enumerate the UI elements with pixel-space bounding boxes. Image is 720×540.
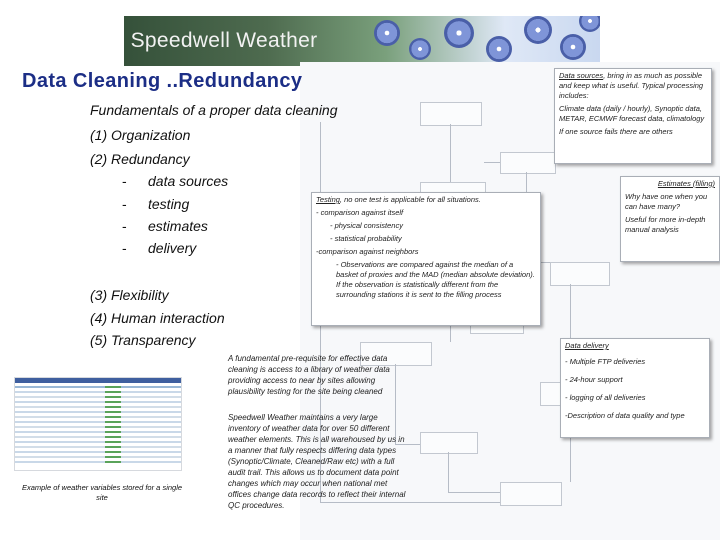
slide-title: Data Cleaning ..Redundancy: [22, 70, 303, 92]
callout-statistical: - statistical probability: [330, 234, 402, 243]
callout-fail: If one source fails there are others: [559, 127, 673, 136]
slide-subtitle: Fundamentals of a proper data cleaning: [90, 102, 338, 118]
paragraph-prerequisite: A fundamental pre-requisite for effective data cleaning is access to a library of weather data providing access to near by sites allowing plausibility testing for the site being cleaned: [228, 354, 390, 396]
header-banner: [124, 16, 600, 66]
callout-testing: [311, 192, 541, 326]
spreadsheet-thumbnail: [14, 377, 182, 471]
paragraph-inventory: Speedwell Weather maintains a very large inventory of weather data for over 50 different weather elements. This is all warehoused by us in a manner that fully respects differing data types (Synoptic/Climate, Cleaned/Raw etc) with a full audit trail. This allows us to document data point changes which may occur when national met offices change data records to reflect their internal QC procedures.: [228, 413, 406, 510]
flower-icon: [524, 16, 552, 44]
callout-itself: - comparison against itself: [316, 208, 404, 217]
callout-heading: Data sources: [559, 71, 604, 80]
bullet-dash: -: [122, 240, 127, 256]
callout-heading: Estimates (filling): [657, 179, 715, 188]
section-redundancy: (2) Redundancy: [90, 151, 190, 167]
callout-delivery: [560, 338, 710, 438]
callout-heading: Testing: [316, 195, 340, 204]
bullet-dash: -: [122, 218, 127, 234]
bullet-dash: -: [122, 173, 127, 189]
callout-estimates: [620, 176, 720, 262]
callout-heading: Data delivery: [565, 341, 609, 350]
item-testing: testing: [148, 196, 190, 212]
bullet-dash: -: [122, 196, 127, 212]
delivery-item: - 24-hour support: [565, 375, 623, 384]
callout-data-sources: [554, 68, 712, 164]
flower-icon: [560, 34, 586, 60]
callout-physical: - physical consistency: [330, 221, 403, 230]
item-estimates: estimates: [148, 218, 208, 234]
callout-neighbors: -comparison against neighbors: [316, 247, 419, 256]
section-organization: (1) Organization: [90, 127, 191, 143]
thumbnail-caption: Example of weather variables stored for a single site: [21, 483, 183, 502]
callout-text: , no one test is applicable for all situations.: [339, 195, 481, 204]
item-delivery: delivery: [148, 240, 197, 256]
flower-icon: [579, 16, 600, 32]
delivery-item: - logging of all deliveries: [565, 393, 646, 402]
delivery-item: -Description of data quality and type: [565, 411, 685, 420]
item-data-sources: data sources: [148, 173, 229, 189]
flower-icon: [444, 18, 474, 48]
flower-icon: [486, 36, 512, 62]
callout-climate: Climate data (daily / hourly), Synoptic data, METAR, ECMWF forecast data, climatology: [559, 104, 705, 123]
section-human-interaction: (4) Human interaction: [90, 310, 225, 326]
callout-question: Why have one when you can have many?: [625, 192, 708, 211]
flower-icon: [374, 20, 400, 46]
section-flexibility: (3) Flexibility: [90, 287, 169, 303]
callout-text: , bring in as much as possible and keep what is useful. Typical processing includes:: [559, 71, 704, 100]
section-transparency: (5) Transparency: [90, 332, 196, 348]
flower-icon: [409, 38, 431, 60]
delivery-item: - Multiple FTP deliveries: [565, 357, 646, 366]
callout-manual: Useful for more in-depth manual analysis: [625, 215, 706, 234]
callout-observations: - Observations are compared against the median of a basket of proxies and the MAD (median absolute deviation). If the observation is statistically different from the surrounding stations it is sent to the filling process: [336, 260, 535, 299]
brand-name: Speedwell Weather: [130, 29, 318, 52]
